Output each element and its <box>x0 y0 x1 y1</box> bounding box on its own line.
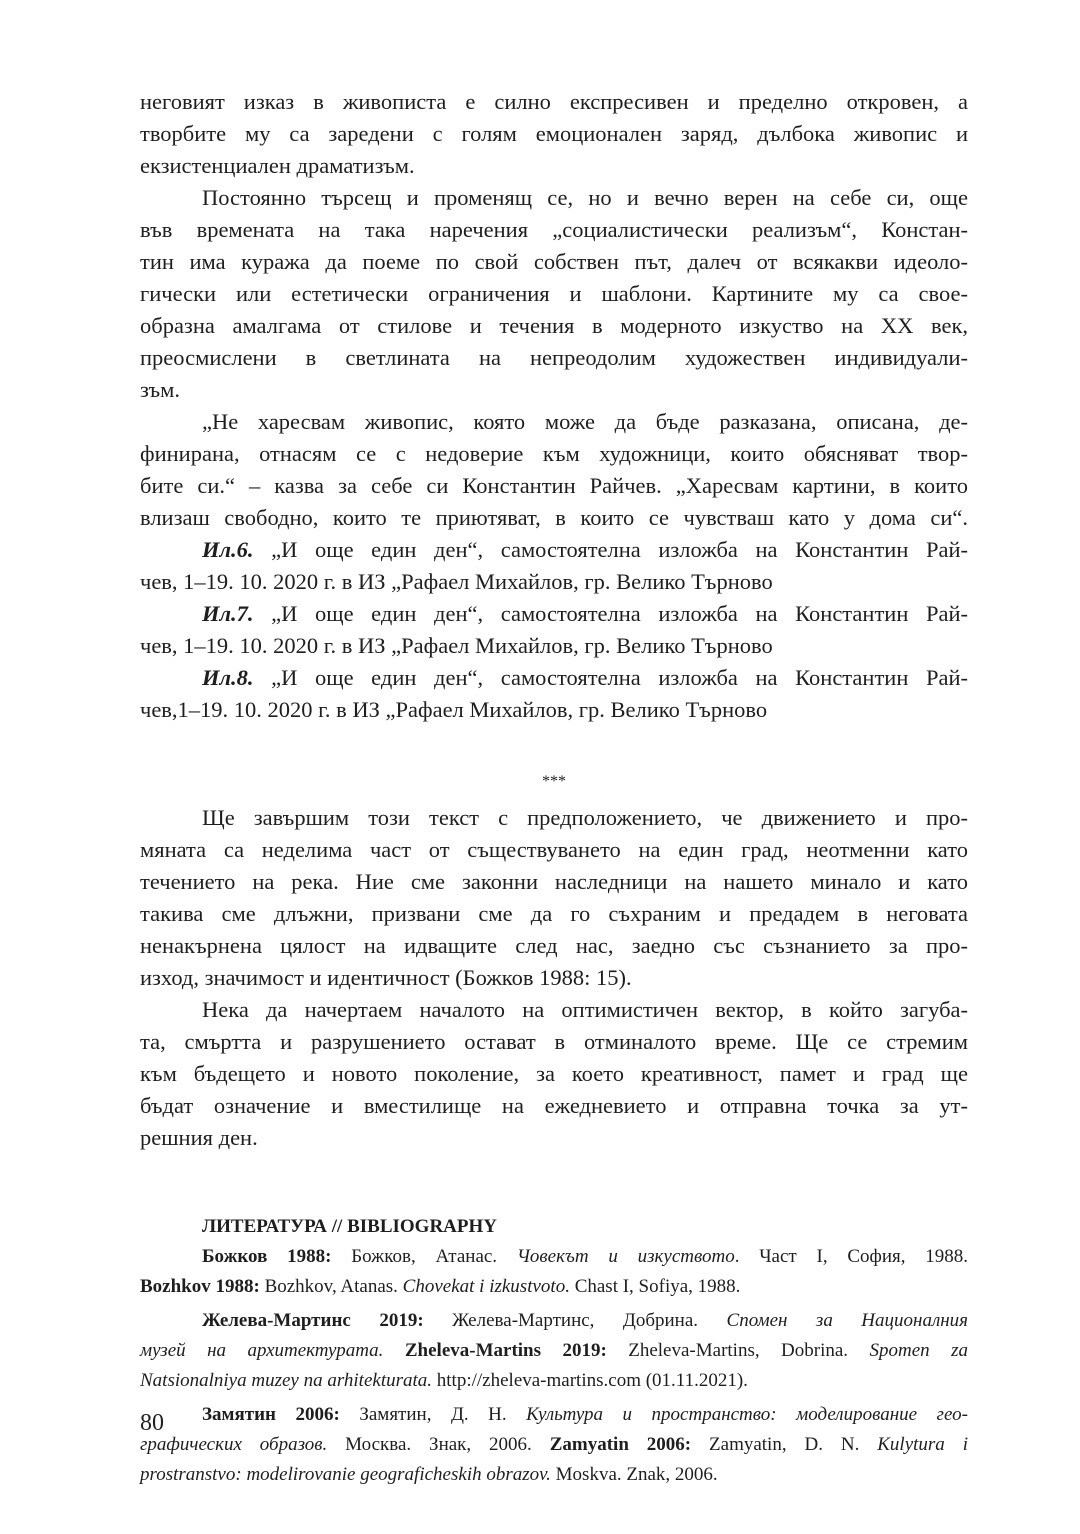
citation-rest-latin: Moskva. Znak, 2006. <box>550 1464 718 1485</box>
citation-title: Спомен за Националния <box>726 1310 968 1331</box>
citation-title-latin: Natsionalniya muzey na arhitekturata. <box>140 1370 433 1391</box>
citation-title-latin: Chovekat i izkustvoto. <box>402 1276 570 1297</box>
text-line: във времената на така наречения „социалистически реализъм“, Констан- <box>140 217 968 242</box>
paragraph-1 <box>140 86 968 182</box>
bibliography-entry-bozhkov <box>140 1242 968 1302</box>
bibliography-entry-zheleva-martins <box>140 1306 968 1396</box>
figure-caption-6 <box>140 534 968 598</box>
citation-title-latin: Spomen za <box>869 1340 968 1361</box>
text-line: преосмислени в светлината на непреодолим художествен индивидуали- <box>140 345 968 370</box>
citation-author: Желева-Мартинс, Добрина. <box>423 1310 727 1331</box>
citation-author: Замятин, Д. Н. <box>339 1404 527 1425</box>
citation-rest: . Част I, София, 1988. <box>734 1246 968 1267</box>
text-line: неговият изказ в живописта е силно експресивен и пределно откровен, а <box>140 89 968 114</box>
section-separator: *** <box>542 773 566 790</box>
figure-caption-7 <box>140 598 968 662</box>
citation-key-latin: Zamyatin 2006: <box>549 1434 692 1455</box>
text-line: зъм. <box>140 377 181 402</box>
citation-rest: Москва. Знак, 2006. <box>327 1434 550 1455</box>
text-line: Нека да начертаем началото на оптимистичен вектор, в който загуба- <box>202 997 968 1022</box>
caption-label: Ил.6. <box>202 537 254 562</box>
bibliography-entry-zamyatin <box>140 1400 968 1490</box>
citation-author-latin: Zamyatin, D. N. <box>691 1434 878 1455</box>
spacer <box>140 1154 968 1212</box>
caption-text: чев, 1–19. 10. 2020 г. в ИЗ „Рафаел Михайлов, гр. Велико Търново <box>140 633 773 658</box>
page-number: 80 <box>140 1410 164 1436</box>
caption-text: „И още един ден“, самостоятелна изложба на Константин Рай- <box>271 537 968 562</box>
text-line: решния ден. <box>140 1125 258 1150</box>
spacer <box>140 726 968 756</box>
figure-caption-8 <box>140 662 968 726</box>
text-line: образна амалгама от стилове и течения в модерното изкуство на XX век, <box>140 313 968 338</box>
text-line: мяната са неделима част от съществуването на един град, неотменни като <box>140 837 968 862</box>
paragraph-5 <box>140 994 968 1154</box>
body-text <box>140 86 968 1154</box>
paragraph-2 <box>140 182 968 406</box>
citation-key: Желева-Мартинс 2019: <box>202 1310 424 1331</box>
text-line: та, смъртта и разрушението остават в отминалото време. Ще се стремим <box>140 1029 968 1054</box>
citation-key: Замятин 2006: <box>202 1404 340 1425</box>
text-line: гически или естетически ограничения и шаблони. Картините му са свое- <box>140 281 968 306</box>
text-line: изход, значимост и идентичност (Божков 1988: 15). <box>140 965 632 990</box>
document-page <box>140 86 968 1490</box>
text-line: бъдат означение и вместилище на ежедневието и отправна точка за ут- <box>140 1093 968 1118</box>
citation-url: http://zheleva-martins.com (01.11.2021). <box>432 1370 748 1391</box>
paragraph-3-quote <box>140 406 968 534</box>
paragraph-4 <box>140 802 968 994</box>
citation-title: Культура и пространство: моделирование гео- <box>526 1404 968 1425</box>
text-line: творбите му са заредени с голям емоционален заряд, дълбока живопис и <box>140 121 968 146</box>
text-line: течението на река. Ние сме законни наследници на нашето минало и като <box>140 869 968 894</box>
text-line: влизаш свободно, които те приютяват, в които се чувстваш като у дома си“. <box>140 505 968 530</box>
text-line: екзистенциален драматизъм. <box>140 153 415 178</box>
citation-title-latin: prostranstvo: modelirovanie geograficheskih obrazov. <box>140 1464 551 1485</box>
text-line: тин има куража да поеме по свой собствен път, далеч от всякакви идеоло- <box>140 249 968 274</box>
citation-title: музей на архитектурата. <box>140 1340 384 1361</box>
text-line: Ще завършим този текст с предположението, че движението и про- <box>202 805 968 830</box>
citation-author: Божков, Атанас. <box>331 1246 517 1267</box>
citation-title: Човекът и изкуството <box>516 1246 735 1267</box>
caption-label: Ил.7. <box>202 601 254 626</box>
caption-text: „И още един ден“, самостоятелна изложба на Константин Рай- <box>271 601 968 626</box>
text-line: такива сме длъжни, призвани сме да го съхраним и предадем в неговата <box>140 901 968 926</box>
citation-author-latin: Zheleva-Martins, Dobrina. <box>606 1340 870 1361</box>
citation-author-latin: Bozhkov, Atanas. <box>259 1276 403 1297</box>
text-line: Постоянно търсещ и променящ се, но и вечно верен на себе си, още <box>202 185 968 210</box>
citation-rest-latin: Chast I, Sofiya, 1988. <box>569 1276 741 1297</box>
text-line: „Не харесвам живопис, която може да бъде разказана, описана, де- <box>202 409 968 434</box>
citation-key: Божков 1988: <box>202 1246 332 1267</box>
text-line: ненакърнена цялост на идващите след нас, заедно със съзнанието за про- <box>140 933 968 958</box>
caption-text: „И още един ден“, самостоятелна изложба на Константин Рай- <box>271 665 968 690</box>
citation-title: графических образов. <box>140 1434 328 1455</box>
caption-text: чев,1–19. 10. 2020 г. в ИЗ „Рафаел Михайлов, гр. Велико Търново <box>140 697 768 722</box>
caption-label: Ил.8. <box>202 665 254 690</box>
citation-title-latin: Kulytura i <box>877 1434 968 1455</box>
caption-text: чев, 1–19. 10. 2020 г. в ИЗ „Рафаел Михайлов, гр. Велико Търново <box>140 569 773 594</box>
text-line: финирана, отнасям се с недоверие към художници, които обясняват твор- <box>140 441 968 466</box>
citation-key-latin: Zheleva-Martins 2019: <box>404 1340 607 1361</box>
bibliography-heading: ЛИТЕРАТУРА // BIBLIOGRAPHY <box>202 1216 497 1237</box>
text-line: към бъдещето и новото поколение, за което креативност, памет и град ще <box>140 1061 968 1086</box>
citation-key-latin: Bozhkov 1988: <box>140 1276 260 1297</box>
text-line: бите си.“ – казва за себе си Константин Райчев. „Харесвам картини, в които <box>140 473 968 498</box>
bibliography-section <box>140 1212 968 1490</box>
